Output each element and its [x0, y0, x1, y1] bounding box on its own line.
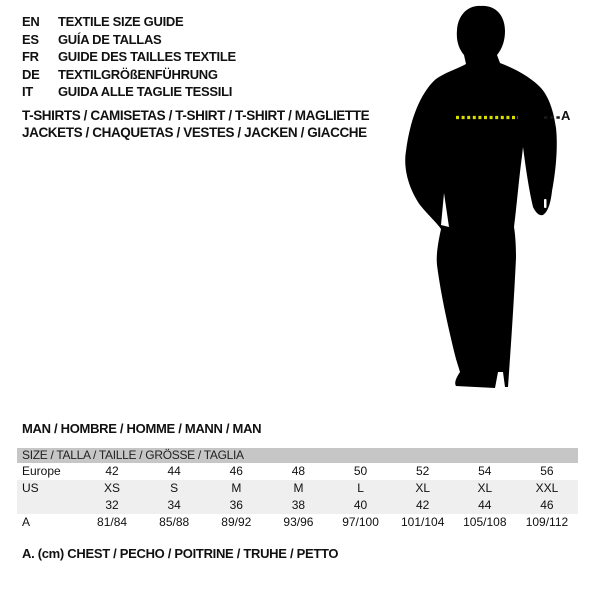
table-cell: 36: [229, 498, 243, 512]
guide-title: GUÍA DE TALLAS: [58, 31, 162, 47]
row-label: US: [22, 481, 39, 495]
table-cell: 50: [353, 464, 368, 478]
thumb-gap-detail: [544, 199, 547, 208]
table-row-us: [17, 480, 578, 497]
list-item: [22, 66, 236, 84]
man-silhouette: [400, 0, 578, 400]
table-cell: 105/108: [463, 515, 507, 529]
table-cell: 34: [167, 498, 181, 512]
category-list: [22, 107, 369, 141]
table-cell: 46: [540, 498, 554, 512]
guide-title: GUIDE DES TAILLES TEXTILE: [58, 49, 236, 65]
size-table: [17, 448, 578, 531]
row-label: A: [22, 515, 31, 529]
list-item: [22, 48, 236, 66]
row-label: [17, 497, 81, 514]
table-cell: 54: [478, 464, 492, 478]
table-cell: 93/96: [283, 515, 314, 529]
row-label: Europe: [22, 464, 61, 478]
language-code: IT: [22, 84, 33, 100]
table-cell: 32: [105, 498, 119, 512]
table-cell: XL: [477, 481, 493, 495]
table-cell: 40: [353, 498, 368, 512]
measurement-footnote: A. (cm) CHEST / PECHO / POITRINE / TRUHE / PETTO: [22, 546, 339, 561]
category-line-jackets: JACKETS / CHAQUETAS / VESTES / JACKEN / GIACCHE: [22, 125, 367, 140]
language-title-list: [22, 13, 236, 101]
section-title-man: MAN / HOMBRE / HOMME / MANN / MAN: [22, 421, 262, 436]
table-cell: 81/84: [97, 515, 128, 529]
table-cell: M: [293, 481, 304, 495]
table-header: SIZE / TALLA / TAILLE / GRÖSSE / TAGLIA: [17, 448, 578, 463]
list-item: [22, 83, 236, 101]
table-row-us-numeric: [17, 497, 578, 514]
language-code: EN: [22, 14, 40, 30]
language-code: FR: [22, 49, 39, 65]
table-cell: M: [231, 481, 242, 495]
measurement-label-a: A: [561, 108, 571, 123]
table-cell: 101/104: [400, 515, 445, 529]
category-line-tshirts: T-SHIRTS / CAMISETAS / T-SHIRT / T-SHIRT / MAGLIETTE: [22, 108, 370, 123]
table-cell: 38: [291, 498, 306, 512]
table-cell: 48: [291, 464, 306, 478]
table-cell: XL: [415, 481, 431, 495]
table-cell: 97/100: [342, 515, 379, 529]
table-cell: XS: [104, 481, 121, 495]
table-cell: 46: [229, 464, 243, 478]
table-cell: 44: [167, 464, 181, 478]
language-code: DE: [22, 66, 40, 82]
language-code: ES: [22, 31, 39, 47]
table-cell: 52: [416, 464, 430, 478]
table-cell: 89/92: [221, 515, 252, 529]
table-cell: S: [170, 481, 179, 495]
guide-title: GUIDA ALLE TAGLIE TESSILI: [58, 84, 233, 100]
table-cell: 42: [105, 464, 119, 478]
table-cell: L: [357, 481, 364, 495]
table-row-europe: [17, 463, 578, 480]
table-cell: 85/88: [159, 515, 190, 529]
guide-title: TEXTILGRÖßENFÜHRUNG: [58, 66, 218, 82]
table-cell: 44: [478, 498, 492, 512]
guide-title: TEXTILE SIZE GUIDE: [58, 14, 184, 30]
table-row-chest: [17, 514, 578, 531]
list-item: [22, 13, 236, 31]
table-cell: XXL: [535, 481, 559, 495]
table-cell: 56: [540, 464, 554, 478]
table-cell: 42: [416, 498, 430, 512]
table-cell: 109/112: [525, 515, 569, 529]
list-item: [22, 31, 236, 49]
